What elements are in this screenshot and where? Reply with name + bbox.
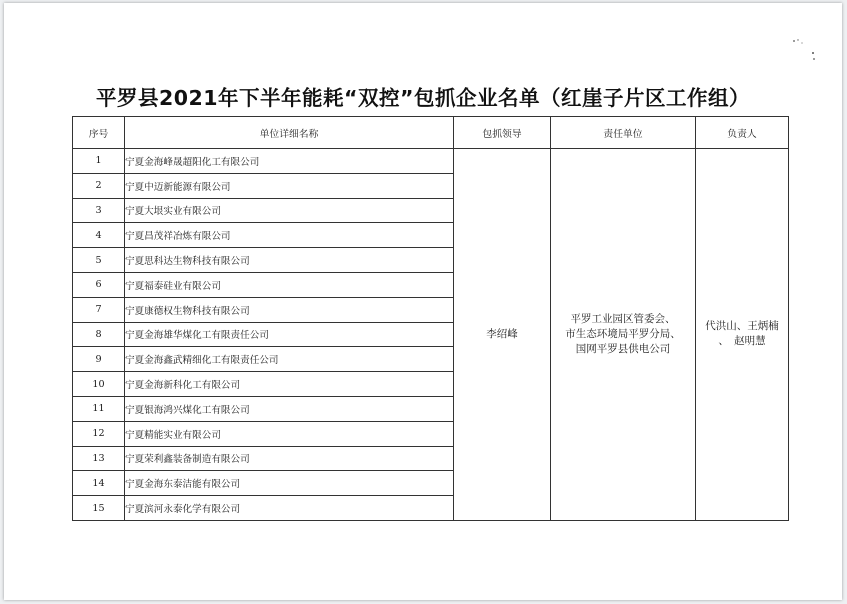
row-seq: 5 (73, 248, 125, 273)
person-line: 、 赵明慧 (718, 335, 766, 347)
row-company: 宁夏金海雄华煤化工有限责任公司 (125, 322, 454, 347)
row-seq: 13 (73, 446, 125, 471)
row-company: 宁夏福泰硅业有限公司 (125, 272, 454, 297)
person-line: 代洪山、王炳楠 (705, 320, 779, 332)
responsible-unit-cell (551, 149, 696, 521)
row-seq: 15 (73, 496, 125, 521)
row-company: 宁夏昌茂祥冶炼有限公司 (125, 223, 454, 248)
row-company: 宁夏精能实业有限公司 (125, 421, 454, 446)
row-company: 宁夏荣利鑫装备制造有限公司 (125, 446, 454, 471)
table-header-row (73, 117, 789, 149)
row-seq: 2 (73, 173, 125, 198)
header-seq: 序号 (73, 117, 125, 149)
enterprise-table (72, 116, 789, 521)
row-company: 宁夏大垠实业有限公司 (125, 198, 454, 223)
row-seq: 9 (73, 347, 125, 372)
row-seq: 3 (73, 198, 125, 223)
row-company: 宁夏金海新科化工有限公司 (125, 372, 454, 397)
header-company: 单位详细名称 (125, 117, 454, 149)
row-seq: 12 (73, 421, 125, 446)
row-seq: 8 (73, 322, 125, 347)
scan-specks (790, 35, 820, 65)
row-company: 宁夏康德权生物科技有限公司 (125, 297, 454, 322)
document-title: 平罗县2021年下半年能耗“双控”包抓企业名单（红崖子片区工作组） (95, 86, 750, 110)
row-company: 宁夏金海鑫武精细化工有限责任公司 (125, 347, 454, 372)
row-company: 宁夏中迈新能源有限公司 (125, 173, 454, 198)
leader-cell (454, 149, 551, 521)
table-row (73, 149, 789, 174)
responsible-unit-line: 市生态环境局平罗分局、 (565, 327, 681, 340)
header-person: 负责人 (696, 117, 789, 149)
document-page (4, 3, 842, 600)
header-leader: 包抓领导 (454, 117, 551, 149)
row-company: 宁夏金海峰晟超阳化工有限公司 (125, 149, 454, 174)
row-seq: 14 (73, 471, 125, 496)
responsible-unit-line: 国网平罗县供电公司 (575, 342, 671, 355)
row-company: 宁夏金海东泰洁能有限公司 (125, 471, 454, 496)
row-company: 宁夏银海鸿兴煤化工有限公司 (125, 396, 454, 421)
row-seq: 1 (73, 149, 125, 174)
header-responsible-unit: 责任单位 (551, 117, 696, 149)
row-seq: 4 (73, 223, 125, 248)
row-seq: 10 (73, 372, 125, 397)
row-seq: 6 (73, 272, 125, 297)
row-company: 宁夏滨河永泰化学有限公司 (125, 496, 454, 521)
person-cell (696, 149, 789, 521)
leader-name: 李绍峰 (486, 327, 518, 340)
row-seq: 7 (73, 297, 125, 322)
responsible-unit-line: 平罗工业园区管委会、 (570, 312, 676, 325)
row-company: 宁夏思科达生物科技有限公司 (125, 248, 454, 273)
row-seq: 11 (73, 396, 125, 421)
